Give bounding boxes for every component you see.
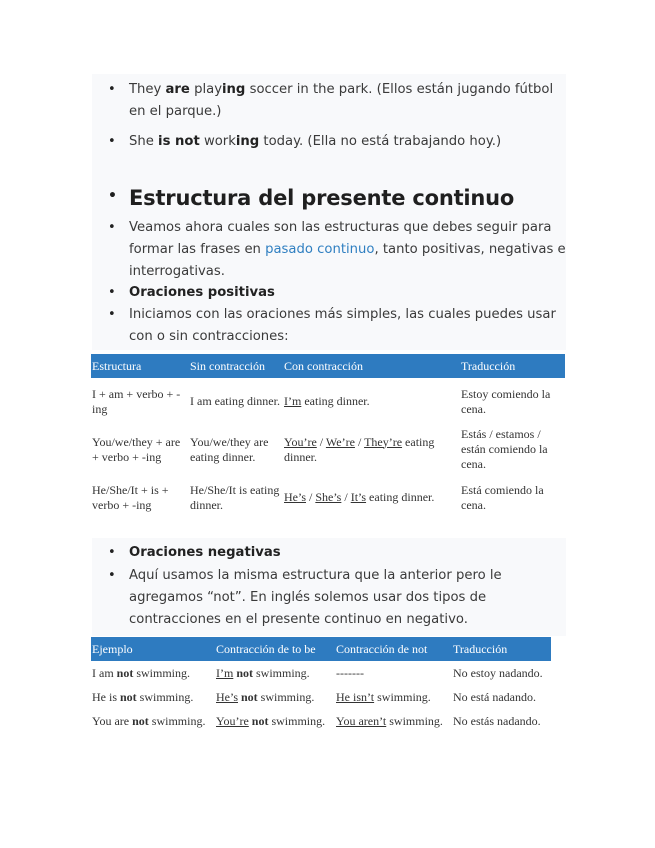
bold-text: not: [236, 665, 253, 680]
text-run: swimming.: [386, 713, 443, 728]
bold-text: ing: [222, 82, 246, 97]
underlined-text: She’s: [315, 490, 342, 504]
underlined-text: We’re: [325, 434, 355, 449]
table-cell: [283, 474, 460, 521]
bullet-dot: •: [108, 285, 116, 300]
table-cell: [335, 709, 452, 733]
bullet-text: [129, 79, 568, 123]
section-heading-text: Estructura del presente continuo: [129, 186, 515, 210]
table-row: [91, 378, 565, 425]
underlined-text: You aren’t: [336, 713, 387, 728]
bold-text: are: [165, 82, 190, 97]
text-run: swimming.: [133, 665, 190, 680]
table-cell: [189, 474, 283, 521]
column-header: Contracción de not: [335, 637, 452, 661]
text-run: soccer in the park. (Ellos están jugando fútbol en el parque.): [129, 82, 554, 119]
text-run: Aquí usamos la misma estructura que la anterior pero le agregamos “not”. En inglés solemos usar dos tipos de contracciones en el presente continuo en negativo.: [129, 568, 502, 627]
table-cell: [91, 685, 215, 709]
text-run: You/we/they + are + verbo + -ing: [92, 434, 181, 464]
text-run: No estás nadando.: [453, 713, 541, 728]
underlined-text: You’re: [284, 434, 317, 449]
bullet-dot: •: [108, 545, 116, 560]
bold-text: Oraciones positivas: [129, 285, 275, 300]
text-run: swimming.: [374, 689, 431, 704]
table-cell: [91, 661, 215, 685]
text-run: eating dinner.: [301, 394, 370, 408]
text-run: I am: [92, 665, 117, 680]
text-run: Iniciamos con las oraciones más simples, las cuales puedes usar con o sin contracciones:: [129, 307, 556, 344]
text-run: Estás / estamos / están comiendo la cena.: [461, 427, 548, 471]
text-run: swimming.: [268, 713, 326, 728]
bullet-dot: •: [108, 82, 116, 97]
section-heading: [108, 186, 514, 210]
table-cell: [335, 661, 452, 685]
text-run: eating dinner.: [284, 434, 435, 464]
example-bullet-2: [108, 131, 568, 153]
table-row: [91, 685, 551, 709]
intro-bullet-2: [108, 282, 568, 304]
text-run: today. (Ella no está trabajando hoy.): [259, 134, 502, 149]
positive-structures-table: [91, 354, 565, 521]
text-run: , tanto positivas, negativas e interrogativas.: [129, 242, 566, 279]
negative-bullet-2: [108, 565, 568, 631]
bold-text: not: [116, 665, 134, 680]
bullet-dot: •: [108, 568, 116, 583]
bullet-dot: •: [108, 134, 116, 149]
table-cell: [91, 709, 215, 733]
text-run: I + am + verbo + -ing: [92, 386, 181, 416]
text-run: play: [189, 82, 223, 97]
column-header: Con contracción: [283, 354, 460, 378]
bullet-dot: •: [108, 188, 117, 204]
underlined-text: I’m: [284, 394, 302, 408]
column-header: Traducción: [452, 637, 551, 661]
text-run: She: [129, 134, 159, 149]
bold-text: Oraciones negativas: [129, 545, 281, 560]
table-cell: [460, 378, 565, 425]
table-cell: [460, 425, 565, 474]
table-cell: [335, 685, 452, 709]
text-run: swimming.: [148, 713, 206, 728]
inline-link[interactable]: pasado continuo: [265, 242, 375, 257]
example-bullet-1: [108, 79, 568, 123]
intro-bullet-3: [108, 304, 568, 348]
table-cell: [215, 709, 335, 733]
column-header: Sin contracción: [189, 354, 283, 378]
bullet-dot: •: [108, 307, 116, 322]
underlined-text: I’m: [216, 665, 234, 680]
text-run: /: [354, 434, 365, 449]
underlined-text: He’s: [216, 689, 238, 704]
text-run: He/She/It + is + verbo + -ing: [92, 482, 169, 512]
table-header-row: [91, 637, 551, 661]
underlined-text: He isn’t: [336, 689, 375, 704]
column-header: Contracción de to be: [215, 637, 335, 661]
text-run: They: [129, 82, 166, 97]
negative-bullet-1: [108, 542, 568, 564]
text-run: You are: [92, 713, 133, 728]
table-row: [91, 661, 551, 685]
text-run: eating dinner.: [366, 490, 435, 504]
table-cell: [452, 709, 551, 733]
text-run: You/we/they are eating dinner.: [190, 434, 269, 464]
text-run: -------: [336, 665, 364, 680]
text-run: Está comiendo la cena.: [461, 482, 544, 512]
bullet-dot: •: [108, 220, 116, 235]
negative-structures-table: [91, 637, 551, 733]
text-run: /: [316, 434, 326, 449]
table-row: [91, 474, 565, 521]
table-cell: [283, 425, 460, 474]
bullet-text: [129, 282, 568, 304]
bullet-text: [129, 542, 568, 564]
table-cell: [215, 685, 335, 709]
table-cell: [189, 425, 283, 474]
column-header: Estructura: [91, 354, 189, 378]
text-run: No estoy nadando.: [453, 665, 543, 680]
bold-text: not: [120, 689, 137, 704]
text-run: /: [306, 490, 316, 504]
text-run: Veamos ahora cuales son las estructuras que debes seguir para formar las frases en: [129, 220, 552, 257]
bullet-text: [129, 304, 568, 348]
table-header-row: [91, 354, 565, 378]
text-run: He is: [92, 689, 120, 704]
table-cell: [91, 425, 189, 474]
table-cell: [215, 661, 335, 685]
bold-text: is not: [158, 134, 200, 149]
bullet-text: [129, 217, 568, 283]
bullet-text: [129, 131, 568, 153]
column-header: Traducción: [460, 354, 565, 378]
table-cell: [189, 378, 283, 425]
text-run: swimming.: [253, 665, 310, 680]
table-cell: [283, 378, 460, 425]
bullet-text: [129, 565, 568, 631]
text-run: /: [341, 490, 351, 504]
underlined-text: It’s: [350, 490, 367, 504]
text-run: He/She/It is eating dinner.: [190, 482, 280, 512]
underlined-text: They’re: [364, 434, 403, 449]
text-run: work: [199, 134, 236, 149]
bold-text: not: [241, 689, 258, 704]
table-cell: [91, 378, 189, 425]
table-cell: [452, 685, 551, 709]
text-run: No está nadando.: [453, 689, 536, 704]
underlined-text: You’re: [216, 713, 249, 728]
bold-text: not: [132, 713, 149, 728]
table-row: [91, 709, 551, 733]
table-row: [91, 425, 565, 474]
text-run: swimming.: [136, 689, 194, 704]
underlined-text: He’s: [284, 490, 306, 504]
column-header: Ejemplo: [91, 637, 215, 661]
table-cell: [91, 474, 189, 521]
bold-text: ing: [235, 134, 260, 149]
bold-text: not: [251, 713, 269, 728]
text-run: I am eating dinner.: [190, 394, 280, 408]
intro-bullet-1: [108, 217, 568, 283]
text-run: swimming.: [257, 689, 315, 704]
table-cell: [460, 474, 565, 521]
table-cell: [452, 661, 551, 685]
text-run: Estoy comiendo la cena.: [461, 386, 551, 416]
